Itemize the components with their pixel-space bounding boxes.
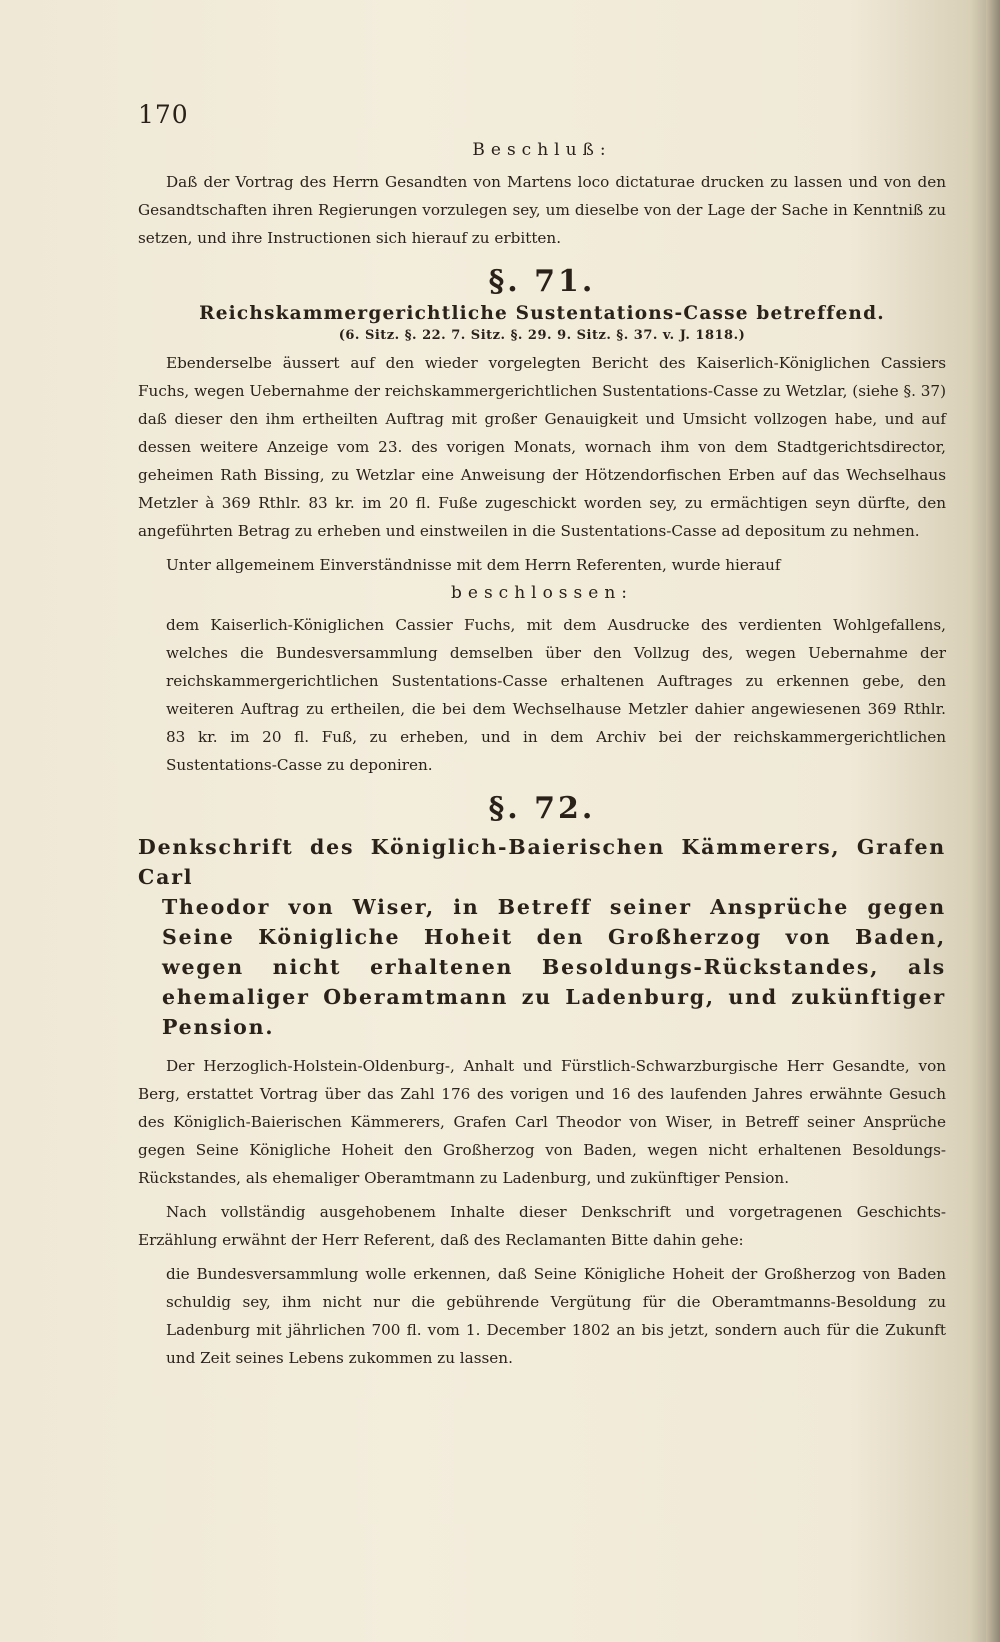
resolution-heading: Beschluß: <box>472 140 612 160</box>
resolution-text: Daß der Vortrag des Herrn Gesandten von Martens loco dictaturae drucken zu lassen und von den Gesandtschaften ihren Regierungen vorzulegen sey, um dieselbe von der Lage der Sache in Kenntniß zu setzen, und ihre Instructionen sich hierauf zu erbitten. <box>138 173 946 247</box>
section-71-title: Reichskammergerichtliche Sustentations-Casse betreffend. <box>199 303 885 324</box>
section-71-paragraph: Ebenderselbe äussert auf den wieder vorgelegten Bericht des Kaiserlich-Königlichen Cassiers Fuchs, wegen Uebernahme der reichskammergerichtlichen Sustentations-Casse zu Wetzlar, (siehe §. 37) daß dieser den ihm ertheilten Auftrag mit großer Genauigkeit und Umsicht vollzogen habe, und auf dessen weitere Anzeige vom 23. des vorigen Monats, wornach ihm von dem Stadtgerichtsdirector, geheimen Rath Bissing, zu Wetzlar eine Anweisung der Hötzendorfischen Erben auf das Wechselhaus Metzler à 369 Rthlr. 83 kr. im 20 fl. Fuße zugeschickt worden sey, zu ermächtigen seyn dürfte, den angeführten Betrag zu erheben und einstweilen in die Sustentations-Casse ad depositum zu nehmen. <box>138 354 946 540</box>
section-72-title-first-line: Denkschrift des Königlich-Baierischen Kämmerers, Grafen Carl <box>138 835 946 889</box>
section-71-resolution-intro: Unter allgemeinem Einverständnisse mit dem Herrn Referenten, wurde hierauf <box>166 556 781 574</box>
section-72-paragraph-2: Nach vollständig ausgehobenem Inhalte dieser Denkschrift und vorgetragenen Geschichts-Erzählung erwähnt der Herr Referent, daß des Reclamanten Bitte dahin gehe: <box>138 1203 946 1249</box>
page-content <box>138 136 946 1372</box>
section-72-paragraph-3: die Bundesversammlung wolle erkennen, daß Seine Königliche Hoheit der Großherzog von Baden schuldig sey, ihm nicht nur die gebührende Vergütung für die Oberamtmanns-Besoldung zu Ladenburg mit jährlichen 700 fl. vom 1. December 1802 an bis jetzt, sondern auch für die Zukunft und Zeit seines Lebens zukommen zu lassen. <box>166 1265 946 1367</box>
page-number: 170 <box>138 100 189 129</box>
section-72-title <box>138 832 946 1042</box>
section-71-resolution-heading: beschlossen: <box>451 583 633 603</box>
section-72-title-rest: Theodor von Wiser, in Betreff seiner Ansprüche gegen Seine Königliche Hoheit den Großherzog von Baden, wegen nicht erhaltenen Besoldungs-Rückstandes, als ehemaliger Oberamtmann zu Ladenburg, und zukünftiger Pension. <box>162 895 946 1039</box>
section-72-paragraph-1: Der Herzoglich-Holstein-Oldenburg-, Anhalt und Fürstlich-Schwarzburgische Herr Gesandte, von Berg, erstattet Vortrag über das Zahl 176 des vorigen und 16 des laufenden Jahres erwähnte Gesuch des Königlich-Baierischen Kämmerers, Grafen Carl Theodor von Wiser, in Betreff seiner Ansprüche gegen Seine Königliche Hoheit den Großherzog von Baden, wegen nicht erhaltenen Besoldungs-Rückstandes, als ehemaliger Oberamtmann zu Ladenburg, und zukünftiger Pension. <box>138 1057 946 1187</box>
section-71-references: (6. Sitz. §. 22. 7. Sitz. §. 29. 9. Sitz. §. 37. v. J. 1818.) <box>338 328 746 343</box>
page-edge-shadow <box>986 0 1000 1642</box>
section-71-mark: §. 71. <box>488 264 596 299</box>
section-71-resolution-text: dem Kaiserlich-Königlichen Cassier Fuchs, mit dem Ausdrucke des verdienten Wohlgefallens, welches die Bundesversammlung demselben über den Vollzug des, wegen Uebernahme der reichskammergerichtlichen Sustentations-Casse erhaltenen Auftrages zu erkennen gebe, den weiteren Auftrag zu ertheilen, die bei dem Wechselhause Metzler dahier angewiesenen 369 Rthlr. 83 kr. im 20 fl. Fuß, zu erheben, und in dem Archiv bei der reichskammergerichtlichen Sustentations-Casse zu deponiren. <box>166 616 946 774</box>
section-72-mark: §. 72. <box>488 791 596 826</box>
